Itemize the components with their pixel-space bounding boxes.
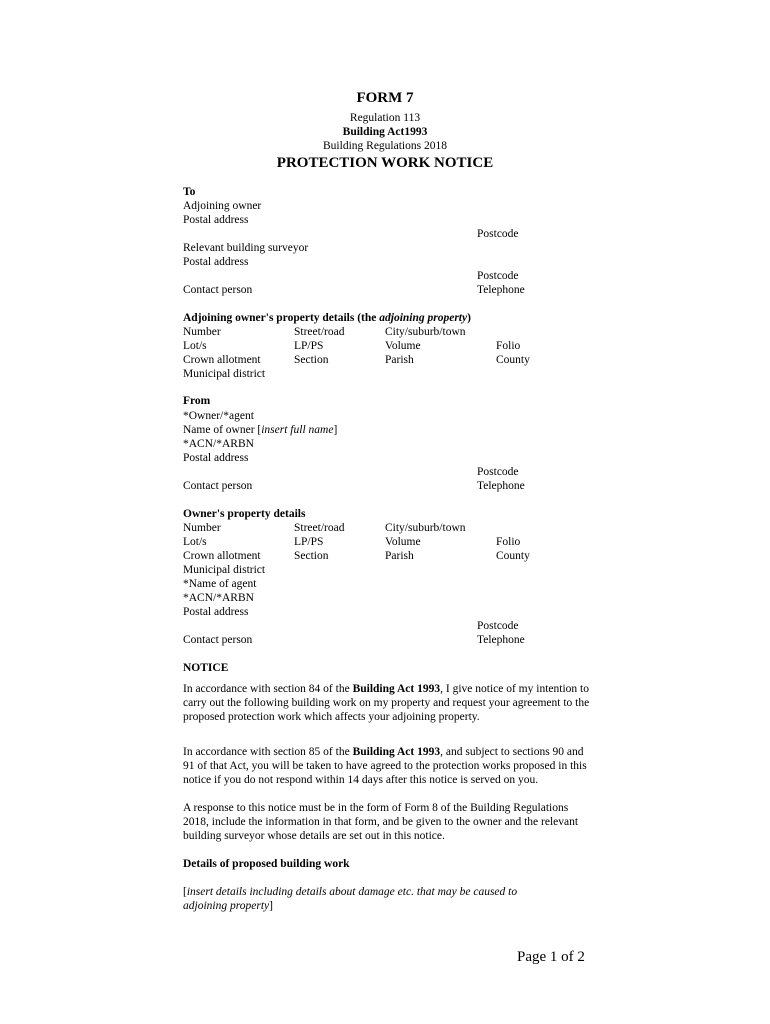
adjoining-owner-label: Adjoining owner <box>183 200 262 212</box>
paragraph-text: , and subject to sections 90 and 91 of that Act, you will be taken to have agreed to the protection works proposed in this notice if you do not respond within 14 days after this notice is served on you. <box>183 746 587 786</box>
folio-label: Folio <box>496 536 521 548</box>
acn-label: *ACN/*ARBN <box>183 438 254 450</box>
crown-label: Crown allotment <box>183 354 261 366</box>
number-label: Number <box>183 522 221 534</box>
postal-address-label: Postal address <box>183 256 249 268</box>
street-label: Street/road <box>294 326 345 338</box>
telephone-label: Telephone <box>477 284 525 296</box>
number-label: Number <box>183 326 221 338</box>
adjoining-details-heading <box>183 311 471 325</box>
form-title: PROTECTION WORK NOTICE <box>276 155 494 171</box>
county-label: County <box>496 354 530 366</box>
insert-italic-text: insert details including details about damage etc. that may be caused to adjoining property <box>183 886 518 912</box>
city-label: City/suburb/town <box>385 522 466 534</box>
volume-label: Volume <box>385 340 421 352</box>
telephone-label: Telephone <box>477 634 525 646</box>
paragraph-bold-text: Building Act 1993 <box>352 746 441 758</box>
street-label: Street/road <box>294 522 345 534</box>
heading-italic-text: adjoining property <box>379 312 468 324</box>
regulation-line: Regulation 113 <box>349 112 421 124</box>
owner-name-label <box>183 423 337 437</box>
paragraph-bold-text: Building Act 1993 <box>352 683 441 695</box>
from-heading: From <box>183 395 211 407</box>
city-label: City/suburb/town <box>385 326 466 338</box>
name-italic-text: insert full name <box>261 424 334 436</box>
section-label: Section <box>294 354 329 366</box>
heading-text: ) <box>467 312 471 324</box>
municipal-label: Municipal district <box>183 564 266 576</box>
postal-address-label: Postal address <box>183 452 249 464</box>
bracket-text: ] <box>269 900 273 912</box>
owner-agent-label: *Owner/*agent <box>183 410 254 422</box>
postcode-label: Postcode <box>477 466 519 478</box>
bracket-text: [ <box>183 886 187 898</box>
postcode-label: Postcode <box>477 228 519 240</box>
notice-paragraph-3: A response to this notice must be in the form of Form 8 of the Building Regulations 2018, include the information in that form, and be given to the owner and the relevant building surveyor whose details are set out in this notice. <box>183 802 579 842</box>
volume-label: Volume <box>385 536 421 548</box>
agent-name-label: *Name of agent <box>183 578 257 590</box>
details-heading: Details of proposed building work <box>183 858 350 870</box>
lots-label: Lot/s <box>183 340 207 352</box>
lpps-label: LP/PS <box>294 340 324 352</box>
lots-label: Lot/s <box>183 536 207 548</box>
insert-details-placeholder <box>183 885 563 913</box>
to-heading: To <box>183 186 196 198</box>
surveyor-label: Relevant building surveyor <box>183 242 309 254</box>
telephone-label: Telephone <box>477 480 525 492</box>
paragraph-text: In accordance with section 84 of the <box>183 683 353 695</box>
paragraph-text: , I give notice of my intention to carry out the following building work on my property and request your agreement to the proposed protection work which affects your adjoining property. <box>183 683 590 723</box>
name-text: Name of owner [ <box>183 424 262 436</box>
lpps-label: LP/PS <box>294 536 324 548</box>
postal-address-label: Postal address <box>183 214 249 226</box>
section-label: Section <box>294 550 329 562</box>
postcode-label: Postcode <box>477 270 519 282</box>
postal-address-label: Postal address <box>183 606 249 618</box>
heading-text: Adjoining owner's property details (the <box>183 312 380 324</box>
contact-person-label: Contact person <box>183 480 253 492</box>
parish-label: Parish <box>385 354 414 366</box>
notice-heading: NOTICE <box>183 662 229 674</box>
crown-label: Crown allotment <box>183 550 261 562</box>
paragraph-text: In accordance with section 85 of the <box>183 746 353 758</box>
county-label: County <box>496 550 530 562</box>
acn-label: *ACN/*ARBN <box>183 592 254 604</box>
municipal-label: Municipal district <box>183 368 266 380</box>
name-text: ] <box>333 424 338 436</box>
regulations-line: Building Regulations 2018 <box>323 140 447 152</box>
folio-label: Folio <box>496 340 521 352</box>
page-number: Page 1 of 2 <box>517 949 585 965</box>
contact-person-label: Contact person <box>183 634 253 646</box>
form-number: FORM 7 <box>356 90 414 106</box>
contact-person-label: Contact person <box>183 284 253 296</box>
owner-details-heading: Owner's property details <box>183 508 306 520</box>
postcode-label: Postcode <box>477 620 519 632</box>
parish-label: Parish <box>385 550 414 562</box>
notice-paragraph-1 <box>183 682 593 724</box>
notice-paragraph-2 <box>183 745 593 787</box>
act-line: Building Act1993 <box>342 126 428 138</box>
